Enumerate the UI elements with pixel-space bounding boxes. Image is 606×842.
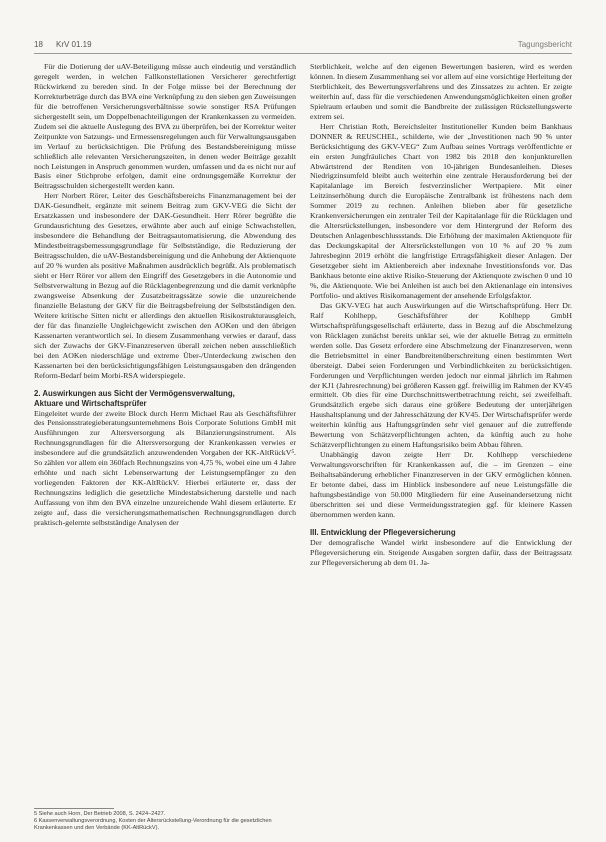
paragraph: Herr Norbert Rörer, Leiter des Geschäftsbereichs Finanzmanagement bei der DAK-Gesundheit, ergänzte mit seinem Beitrag zum GKV-VEG die Sicht der Ersatzkassen und insbesondere der DAK-Gesundheit. Herr Rörer begrüßte die Grundausrichtung des Gesetzes, erwähnte aber auch auf einige Schwachstellen, insbesondere die Behandlung der Beitragsautomatisierung, die Abwendung des Mindestbeitragsbemessungsgrundlage für Selbstständige, die Reduzierung der Beitragsschulden, die uAV-Bestandsbereinigung und die Anhebung der Aktienquote auf 20 % wurden als positive Maßnahmen ausdrücklich begrüßt. Als problematisch sieht er Herr Rörer vor allem den Eingriff des Gesetzgebers in die Autonomie und Selbstverwaltung in Bezug auf die Rücklagenbegrenzung und die damit verknüpfte zwangsweise Absenkung der Zusatzbeitragssätze sowie die unzureichende finanzielle Belastung der GKV für die Beitragsbefreiung der Selbstständigen den. Weitere kritische Sitten nicht er allerdings den aktuellen Risikostrukturausgleich, der für das finanzielle Ungleichgewicht zwischen den AOKen und den übrigen Kassenarten verantwortlich sei. In diesem Zusammenhang verwies er darauf, dass sich der Zuwachs der GKV-Finanzreserven überall zeichen neben ausschließlich bei den AOKen niederschläge und extreme Über-/Unterdeckung zwischen den Kassenarten bei den berücksichtigungsfähigen Leistungsausgaben den drängenden Reform-Bedarf beim Morbi-RSA widerspiegele. [34, 191, 296, 380]
journal-issue: KrV 01.19 [56, 40, 92, 49]
paragraph: Für die Dotierung der uAV-Beteiligung müsse auch eindeutig und verständlich geregelt werden, in welchen Fallkonstellationen Versicherer gerechtfertigt Rückwirkend zu bereden sind. In der Folge müsse bei der Berechnung der Korrekturbeträge durch das BVA eine Verknüpfung zu den sieben gen Zuweisungen für die betroffenen Versicherungsverhältnisse sowie sonstiger RSA Prüfungen sichergestellt sein, um Doppelbenachteiligungen der Krankenkassen zu vermeiden. Zudem sei die aktuelle Auslegung des BVA zu überprüfen, bei der Korrektur weiter Zeitpunkte von Satzungs- und Ermessensregelungen auch für Verwaltungsausgaben im Verlauf zu berücksichtigen. Die Prüfung des Bestandsbereinigung müsse schließlich alle relevanten Versicherungszeiten, in denen weder Beiträge gezahlt noch Leistungen in Anspruch genommen wurden, umfassen und da es nicht nur auf Basis einer Stichprobe erfolgen, damit eine ordnungsgemäße Korrektur der Beitragsschulden sichergestellt werden kann. [34, 62, 296, 191]
section-label: Tagungsbericht [517, 40, 572, 49]
section-heading [34, 389, 296, 409]
section-heading: III. Entwicklung der Pflegeversicherung [310, 527, 456, 537]
paragraph: Eingeleitet wurde der zweite Block durch Herrn Michael Rau als Geschäftsführer des Pensionsstrategieberatungsunternehmens Bois Corporate Solutions GmbH mit Ausführungen zur Altersversorgung als Bilanzierungsinstrument. Als Rechnungsgrundlagen für die Altersversorgung der Krankenkassen verwies er insbesondere auf die grundsätzlich anzuwendenden Vorgaben der KK-AltRückV⁵. So zählen vor allem ein 360fach Rechnungszins von 4,75 %, wobei eine um 4 Jahre erhöhte und nach sicht Lebenserwartung der Leistungsempfänger zu den vorliegenden Faktoren der KK-AltRückV. Hierbei erläuterte er, dass der Rechnungszins lediglich die gesetzliche Mindestabsicherung darstelle und nach Auffassung von ihm den BVA einzelne unzureichende Wahl diesem erläuterte. Er zeigte auf, dass die versicherungsmathematischen Rechnungsgrundlagen durch praktisch-gelernte selbstständige Analysen der [34, 408, 296, 527]
paragraph: Das GKV-VEG hat auch Auswirkungen auf die Wirtschaftsprüfung. Herr Dr. Ralf Kohlhepp, Geschäftsführer der Kohlhepp GmbH Wirtschaftsprüfungsgesellschaft erläuterte, dass in Bezug auf die Abschmelzung von Rücklagen zunächst bereits unklar sei, wie der aktuelle Betrag zu ermitteln werden solle. Das Gesetz erfordere eine Abschmelzung der Finanzreserven, wenn die Betriebsmittel in einer Bandbreitenüberschreitung einen bestimmten Wert übersteigt. Dabei seien Forderungen und Verbindlichkeiten zu berücksichtigen. Forderungen und Verpflichtungen werden jedoch nur einmal jährlich im Rahmen der KJ1 (Jahresrechnung) bei größeren Kassen ggf. freiwillig im Rahmen der KV45 ermittelt. Ob dies für eine Durchschnittswertbetrachtung reicht, sei zweifelhaft. Grundsätzlich ergebe sich daraus eine größere Bedeutung der unterjährigen Haushaltsplanung und der Jahresschätzung der KV45. Der Wirtschaftsprüfer werde weiterhin künftig aus Haftungsgründen sehr viel genauer auf die zutreffende Bewertung von Schätzverpflichtungen achten, da künftig auch zu hohe Schätzverpflichtungen zu einem Haftungsrisiko beim Abbau führen. [310, 300, 572, 450]
right-column [310, 62, 572, 568]
footnote: 6 Kassenverwaltungsverordnung, Kosten der Altersrückstellung-Verordnung für die gesetzlichen Krankenkassen und den Verbände (KK-AltRückV). [34, 818, 272, 831]
footnote-rule [34, 808, 114, 809]
footnote: 5 Siehe auch Horn, Der Betrieb 2008, S. 2424–2427. [34, 811, 166, 817]
page-number: 18 [34, 40, 43, 49]
paragraph: Unabhängig davon zeigte Herr Dr. Kohlhepp verschiedene Verwaltungsvorschriften für Krankenkassen auf, die – im Grenzen – eine Beihaltsabänderung erheblicher Finanzreserven in der GKV ermöglichen können. Er betonte dabei, dass im Hinblick insbesondere auf neue Leistungsfälle die haftungsbeständige von 50.000 Mitgliedern für eine Auseinandersetzung nicht überschritten sei und diese Vermeidungsstrategien ggf. für kleinere Kassen übernommen werden kann. [310, 450, 572, 519]
header-rule [34, 53, 572, 54]
paragraph: Herr Christian Roth, Bereichsleiter Institutioneller Kunden beim Bankhaus DONNER & REUSCHEL, schilderte, wie der „Investitionen nach 90 % unter Berücksichtigung des GKV-VEG“ Zum Aufbau seines Vortrags veröffentlichte er ein ersten Jungfräuliches Chart von 1982 bis 2018 den konjunkturellen Abwärtstrend der Renditen von 10-jährigen Bundesanleihen. Dieses Niedrigzinsumfeld bleibt auch weiterhin eine zentrale Herausforderung bei der Kapitalanlage im Bereich festverzinslicher Wertpapiere. Mit einer Leitzinserhöhung durch die Europäische Zentralbank ist frühestens nach dem Sommer 2019 zu rechnen. Anleihen blieben aber für gesetzliche Krankenversicherungen ein zentraler Teil der Kapitalanlage für die Rücklagen und die Altersrückstellungen, insbesondere vor dem Hintergrund der Reform des Deutschen Anlagenbeschlussstands. Die Erhöhung der maximalen Aktienquote für das Deckungskapital der Altersrückstellungen von 10 % auf 20 % zum Jahresbeginn 2019 erhöht die langfristige Ertragsfähigkeit dieser Anlagen. Der Gesetzgeber sieht im Aktienbereich aber indexnahe Investitionsfonds vor. Das Bankhaus betonte eine aktive Risiko-Steuerung der Aktienquote zwischen 0 und 10 %, die Aktienquote. Wie bei Anleihen ist auch bei den Aktienanlage ein intensives Portfolio- und aktives Risikomanagement der ansehende Erfolgsfaktor. [310, 121, 572, 300]
section-heading-line: 2. Auswirkungen aus Sicht der Vermögensverwaltung, [34, 388, 235, 398]
paragraph: Der demografische Wandel wirkt insbesondere auf die Entwicklung der Pflegeversicherung ein. Steigende Ausgaben sorgten dafür, dass der Beitragssatz zur Pflegeversicherung ab dem 01. Ja- [310, 537, 572, 567]
section-heading-line: Aktuare und Wirtschaftsprüfer [34, 398, 147, 408]
left-column [34, 62, 296, 528]
paragraph: Sterblichkeit, welche auf den eigenen Bewertungen basieren, wird es werden können. In diesem Zusammenhang sei vor allem auf eine vorsichtige Herleitung der Sterblichkeit, des Bewertungsverfahrens und des Zinssatzes zu achten. Er zeigte weiterhin auf, dass für die verschiedenen Anwendungsmöglichkeiten einen großer Spielraum erlauben und somit die Bandbreite der zulässigen Rückstellungswerte extrem sei. [310, 62, 572, 121]
page-header [34, 38, 572, 52]
